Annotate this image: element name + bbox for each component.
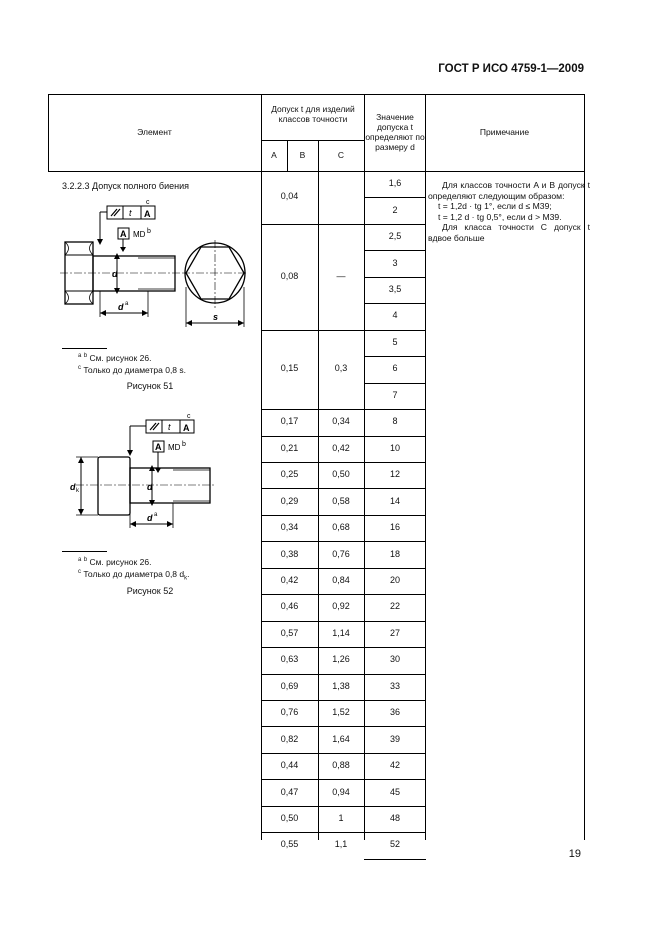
row-divider-tolerance	[261, 594, 365, 595]
figure-52-drawing	[68, 410, 218, 534]
row-divider-tolerance	[261, 436, 365, 437]
value-d-cell: 14	[389, 495, 400, 506]
col-element-header: Элемент	[137, 127, 172, 137]
element-title: 3.2.2.3 Допуск полного биения	[62, 181, 189, 191]
value-d-cell: 10	[389, 442, 400, 453]
col-class-a: A	[271, 150, 277, 160]
value-d-cell: 3	[392, 257, 398, 268]
value-d-cell: 27	[389, 627, 400, 638]
figure-51-caption: Рисунок 51	[126, 381, 174, 391]
value-d-cell: 7	[392, 389, 398, 400]
value-d-cell: 52	[389, 839, 400, 850]
col-tolerance-header: Допуск t для изделий классов точности	[271, 104, 355, 124]
row-divider-tolerance	[261, 330, 365, 331]
footnote-c-mark: c	[146, 199, 150, 206]
col-class-b: B	[299, 150, 306, 160]
row-divider-tolerance	[261, 779, 365, 780]
tolerance-ab-cell: 0,82	[280, 733, 299, 744]
tolerance-c-cell: 0,88	[332, 760, 350, 771]
d-length-label: d	[118, 302, 124, 312]
tolerance-ab-cell: 0,50	[280, 813, 299, 824]
tolerance-ab-cell: 0,17	[280, 416, 299, 427]
footnote-c-mark-52: c	[187, 413, 191, 420]
row-divider-tolerance	[261, 409, 365, 410]
fig51-footnote-c-text: Только до диаметра 0,8 s.	[83, 364, 187, 375]
note-formula-1: t = 1,2d · tg 1°, если d ≤ M39;	[438, 201, 552, 211]
row-divider-d	[364, 594, 426, 595]
tolerance-c-cell: 0,76	[332, 548, 350, 559]
row-divider-d	[364, 197, 426, 198]
footnote-b-mark-52: b	[182, 441, 186, 448]
tolerance-ab-cell: 0,25	[280, 469, 299, 480]
note-formula-2: t = 1,2 d · tg 0,5°, если d > M39.	[438, 211, 562, 222]
row-divider-d	[364, 462, 426, 463]
row-divider-d	[364, 488, 426, 489]
row-divider-d	[364, 674, 426, 675]
tolerance-c-cell: 0,68	[332, 522, 350, 533]
row-divider-d	[364, 779, 426, 780]
tolerance-c-cell: 0,84	[332, 574, 350, 585]
value-d-cell: 4	[392, 310, 398, 321]
row-divider-tolerance	[261, 806, 365, 807]
value-d-cell: 42	[389, 760, 400, 771]
tolerance-ab-cell: 0,63	[280, 654, 299, 665]
d-label: d	[112, 269, 118, 279]
row-divider-d	[364, 832, 426, 833]
row-divider-tolerance	[261, 541, 365, 542]
tolerance-ab-cell: 0,29	[280, 495, 299, 506]
tolerance-c-cell: 0,42	[332, 442, 350, 453]
value-d-cell: 5	[392, 336, 398, 347]
fig51-footnote-c: $^c$ Только до диаметра 0,8 s.	[78, 364, 187, 375]
fig52-footnote-c: $^c$ Только до диаметра 0,8 $d_k$.	[78, 568, 190, 582]
row-divider-tolerance	[261, 621, 365, 622]
col-divider-c	[318, 171, 319, 840]
value-d-cell: 36	[389, 707, 400, 718]
value-d-cell: 33	[389, 680, 400, 691]
tolerance-c-cell: 1,64	[332, 733, 350, 744]
row-divider-tolerance	[261, 462, 365, 463]
row-divider-tolerance	[261, 726, 365, 727]
tolerance-c-cell: 1,26	[332, 654, 350, 665]
row-divider-d	[364, 541, 426, 542]
row-divider-tolerance	[261, 488, 365, 489]
tolerance-c-cell: 0,58	[332, 495, 350, 506]
row-divider-d	[364, 753, 426, 754]
value-d-cell: 20	[389, 574, 400, 585]
col-class-c: C	[337, 150, 345, 160]
value-d-cell: 45	[389, 786, 400, 797]
tolerance-ab-cell: 0,69	[280, 680, 299, 691]
tolerance-c-cell: 0,92	[332, 601, 350, 612]
tolerance-c-cell: 0,94	[332, 786, 350, 797]
footnote-a-mark-52: a	[154, 512, 158, 518]
tolerance-c-cell: —	[336, 270, 346, 281]
row-divider-d	[364, 726, 426, 727]
tolerance-ab-cell: 0,38	[280, 548, 299, 559]
row-divider-d	[364, 436, 426, 437]
row-divider-d	[364, 647, 426, 648]
tolerance-ab-cell: 0,15	[280, 363, 299, 374]
row-divider-d	[364, 356, 426, 357]
md-label: MD	[133, 230, 146, 239]
value-d-cell: 16	[389, 522, 400, 533]
row-divider-d	[364, 859, 426, 860]
row-divider-d	[364, 700, 426, 701]
tolerance-ab-cell: 0,08	[280, 270, 299, 281]
value-d-cell: 2	[392, 204, 398, 215]
tolerance-ab-cell: 0,55	[280, 839, 299, 850]
value-d-cell: 30	[389, 654, 400, 665]
row-divider-tolerance	[261, 753, 365, 754]
tolerance-c-cell: 0,34	[332, 416, 350, 427]
row-divider-tolerance	[261, 224, 365, 225]
value-d-cell: 1,6	[388, 178, 402, 189]
tolerance-ab-cell: 0,21	[280, 442, 299, 453]
row-divider-d	[364, 515, 426, 516]
md-label-52: MD	[168, 443, 181, 452]
note-paragraph-1: Для классов точности A и B допуск t определяют следующим образом:	[428, 180, 590, 201]
tolerance-t-label-52: t	[168, 422, 171, 432]
value-d-cell: 22	[389, 601, 400, 612]
value-d-cell: 12	[389, 469, 400, 480]
datum-a-box-52: A	[155, 442, 162, 452]
fig52-footnote-ab-text: См. рисунок 26.	[89, 556, 152, 567]
fig51-footnote-ab: $^a$ $^b$ См. рисунок 26.	[78, 352, 152, 363]
fig52-footnote-c-sub: k	[184, 575, 188, 582]
d-label-52: d	[147, 482, 153, 492]
tolerance-ab-cell: 0,57	[280, 627, 299, 638]
d-length-label-52: d	[147, 513, 153, 523]
tolerance-c-cell: 1,52	[332, 707, 350, 718]
tolerance-c-cell: 1,38	[332, 680, 350, 691]
value-d-cell: 48	[389, 813, 400, 824]
fig51-footnote-ab-text: См. рисунок 26.	[89, 352, 152, 363]
row-divider-tolerance	[261, 647, 365, 648]
tolerance-c-cell: 1,1	[334, 839, 348, 850]
tolerance-ab-cell: 0,04	[280, 191, 299, 202]
tolerance-ab-cell: 0,76	[280, 707, 299, 718]
tolerance-ab-cell: 0,44	[280, 760, 299, 771]
value-d-cell: 8	[392, 416, 398, 427]
value-d-cell: 18	[389, 548, 400, 559]
row-divider-d	[364, 277, 426, 278]
value-d-cell: 2,5	[388, 231, 402, 242]
tolerance-ab-cell: 0,47	[280, 786, 299, 797]
row-divider-d	[364, 330, 426, 331]
row-divider-d	[364, 568, 426, 569]
datum-a-label: A	[144, 209, 151, 219]
value-d-cell: 3,5	[388, 284, 402, 295]
row-divider-d	[364, 621, 426, 622]
document-id: ГОСТ Р ИСО 4759-1—2009	[438, 63, 584, 75]
s-label: s	[213, 312, 219, 322]
row-divider-d	[364, 224, 426, 225]
row-divider-tolerance	[261, 674, 365, 675]
tolerance-c-cell: 0,3	[334, 363, 348, 374]
tolerance-c-cell: 0,50	[332, 469, 350, 480]
tolerance-ab-cell: 0,42	[280, 574, 299, 585]
value-d-cell: 6	[392, 363, 398, 374]
figure-52-caption: Рисунок 52	[126, 586, 174, 596]
fig52-footnote-ab: $^a$ $^b$ См. рисунок 26.	[78, 556, 152, 567]
page-number: 19	[568, 848, 581, 860]
row-divider-tolerance	[261, 568, 365, 569]
row-divider-d	[364, 303, 426, 304]
row-divider-tolerance	[261, 832, 365, 833]
tolerance-ab-cell: 0,46	[280, 601, 299, 612]
note-text	[428, 180, 590, 243]
fig52-footnote-c-text: Только до диаметра 0,8 d	[83, 568, 185, 579]
datum-a-label-52: A	[183, 423, 190, 433]
tolerance-ab-cell: 0,34	[280, 522, 299, 533]
value-d-cell: 39	[389, 733, 400, 744]
col-note-header: Примечание	[479, 127, 530, 137]
row-divider-d	[364, 806, 426, 807]
row-divider-d	[364, 383, 426, 384]
tolerance-c-cell: 1,14	[332, 627, 350, 638]
row-divider-tolerance	[261, 515, 365, 516]
row-divider-tolerance	[261, 700, 365, 701]
dk-sub-label: k	[76, 488, 79, 494]
footnote-b-mark: b	[147, 228, 151, 235]
tolerance-t-label: t	[129, 208, 132, 218]
row-divider-d	[364, 409, 426, 410]
note-paragraph-2: Для класса точности C допуск t вдвое больше	[428, 222, 590, 243]
datum-a-box: A	[120, 229, 127, 239]
figure-51-drawing	[60, 195, 250, 333]
tolerance-c-cell: 1	[338, 813, 344, 824]
dk-label: d	[70, 482, 76, 492]
footnote-a-mark: a	[125, 301, 129, 307]
row-divider-d	[364, 250, 426, 251]
col-value-header: Значение допуска t определяют по размеру d	[365, 112, 425, 152]
